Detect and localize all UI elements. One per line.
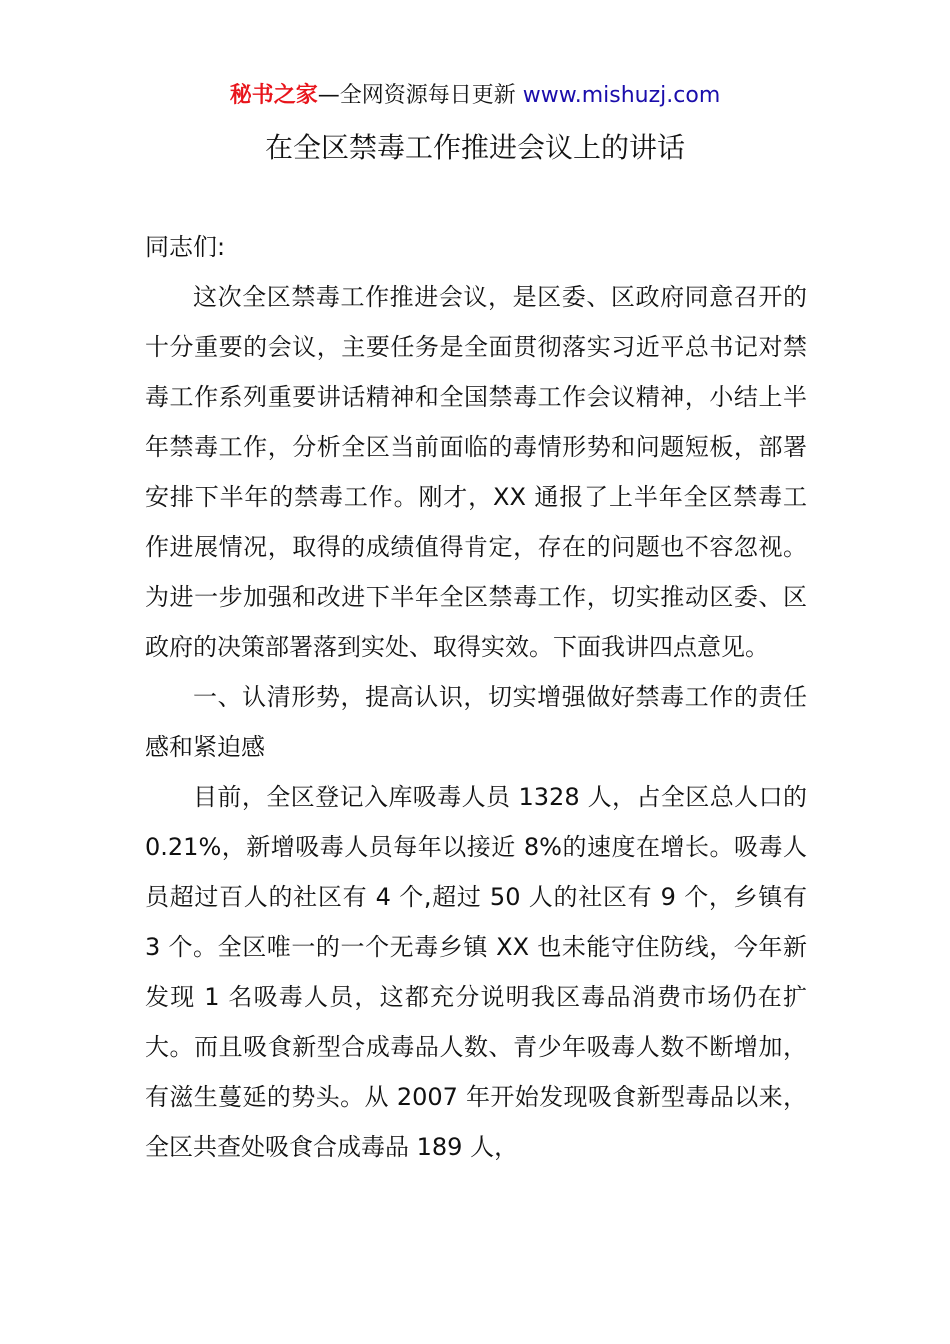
document-title: 在全区禁毒工作推进会议上的讲话 [264, 131, 685, 164]
site-url-link[interactable]: www.mishuzj.com [522, 83, 721, 108]
site-brand: 秘书之家 [229, 83, 318, 108]
salutation: 同志们: [145, 233, 226, 261]
paragraph-situation: 目前，全区登记入库吸毒人员 1328 人，占全区总人口的 0.21%，新增吸毒人员每年以接近 8%的速度在增长。吸毒人员超过百人的社区有 4 个,超过 50 人的社区有 9 个，乡镇有 3 个。全区唯一的一个无毒乡镇 XX 也未能守住防线，今年新发现 1 名吸毒人员，这都充分说明我区毒品消费市场仍在扩大。而且吸食新型合成毒品人数、青少年吸毒人数不断增加，有滋生蔓延的势头。从 2007 年开始发现吸食新型毒品以来，全区共查处吸食合成毒品 189 人， [145, 783, 807, 1161]
site-header [0, 80, 950, 112]
paragraph-intro: 这次全区禁毒工作推进会议，是区委、区政府同意召开的十分重要的会议，主要任务是全面贯彻落实习近平总书记对禁毒工作系列重要讲话精神和全国禁毒工作会议精神，小结上半年禁毒工作，分析全区当前面临的毒情形势和问题短板，部署安排下半年的禁毒工作。刚才，XX 通报了上半年全区禁毒工作进展情况，取得的成绩值得肯定，存在的问题也不容忽视。为进一步加强和改进下半年全区禁毒工作，切实推动区委、区政府的决策部署落到实处、取得实效。下面我讲四点意见。 [145, 283, 807, 661]
document-body [145, 222, 807, 1172]
section-heading-1: 一、认清形势，提高认识，切实增强做好禁毒工作的责任感和紧迫感 [145, 683, 807, 761]
site-tagline: —全网资源每日更新 [317, 83, 523, 108]
